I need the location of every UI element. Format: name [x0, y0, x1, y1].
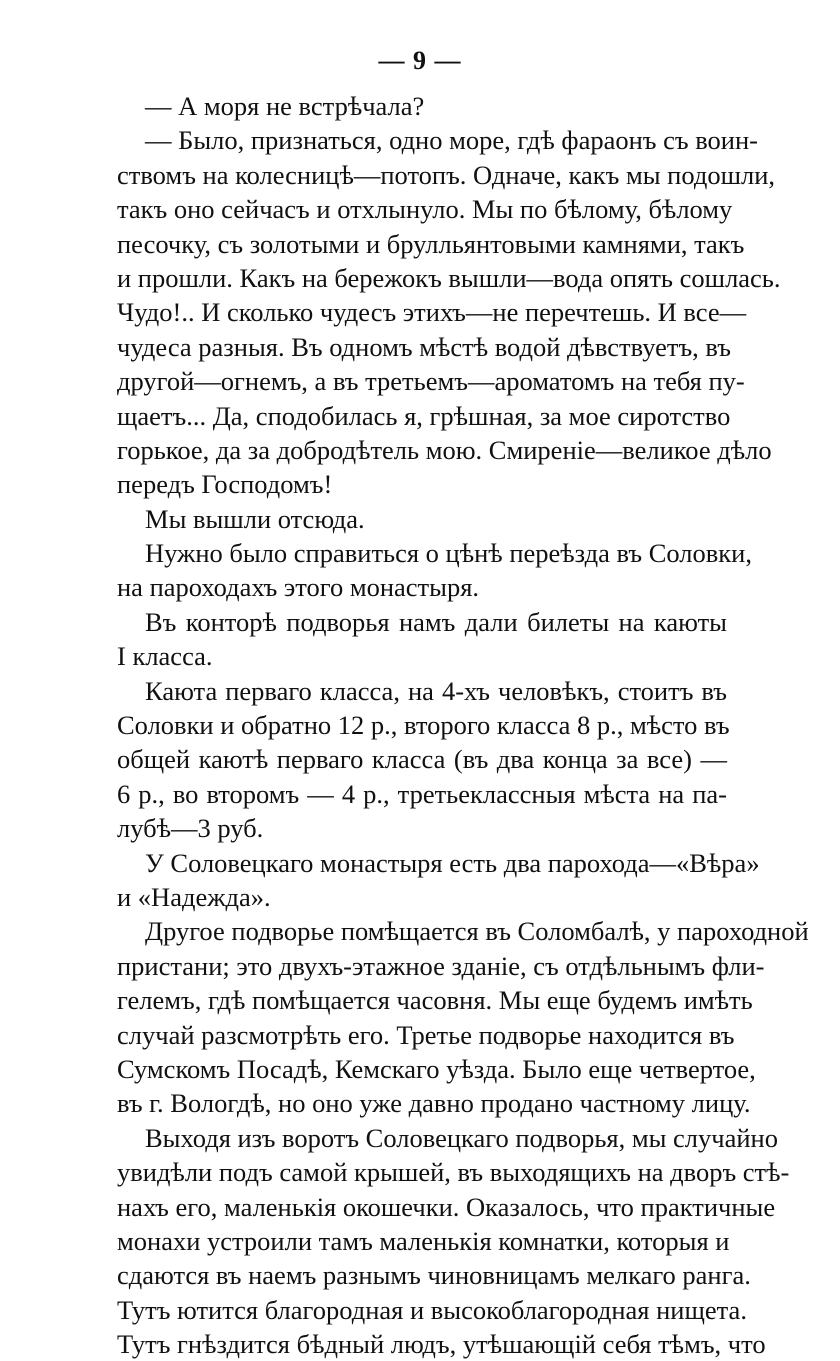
text-line: щаетъ... Да, сподобилась я, грѣшная, за мое сиротство: [117, 400, 731, 431]
text-line: Нужно было справиться о цѣнѣ переѣзда въ Соловки,: [145, 538, 752, 569]
body-text: [117, 89, 809, 1361]
text-line: 6 р., во второмъ — 4 р., третьеклассныя мѣста на па-: [117, 778, 727, 809]
text-line: У Соловецкаго монастыря есть два парохода—«Вѣра»: [145, 847, 760, 878]
text-line: лубѣ—3 руб.: [117, 813, 264, 844]
text-line: Мы вышли отсюда.: [145, 503, 365, 534]
text-line: пристани; это двухъ-этажное зданіе, съ отдѣльнымъ фли-: [117, 950, 765, 981]
text-line: другой—огнемъ, а въ третьемъ—ароматомъ на тебя пу-: [117, 366, 745, 397]
text-line: Въ конторѣ подворья намъ дали билеты на каюты: [145, 606, 727, 637]
text-line: Тутъ ютится благородная и высокоблагородная нищета.: [117, 1294, 747, 1325]
text-line: передъ Господомъ!: [117, 469, 333, 500]
text-line: и прошли. Какъ на бережокъ вышли—вода опять сошлась.: [117, 262, 781, 293]
text-line: чудеса разныя. Въ одномъ мѣстѣ водой дѣвствуетъ, въ: [117, 331, 731, 362]
text-line: ствомъ на колесницѣ—потопъ. Одначе, какъ мы подошли,: [117, 159, 776, 190]
text-line: такъ оно сейчасъ и отхлынуло. Мы по бѣлому, бѣлому: [117, 194, 733, 225]
page-number: — 9 —: [378, 46, 462, 75]
text-line: нахъ его, маленькія окошечки. Оказалось, что практичные: [117, 1191, 776, 1222]
text-line: Каюта перваго класса, на 4-хъ человѣкъ, стоитъ въ: [145, 675, 727, 706]
text-line: песочку, съ золотыми и брулльянтовыми камнями, такъ: [117, 228, 745, 259]
text-line: Сумскомъ Посадѣ, Кемскаго уѣзда. Было еще четвертое,: [117, 1053, 756, 1084]
text-line: горькое, да за добродѣтель мою. Смиреніе—великое дѣло: [117, 434, 772, 465]
text-line: случай разсмотрѣть его. Третье подворье находится въ: [117, 1019, 735, 1050]
text-line: на пароходахъ этого монастыря.: [117, 572, 480, 603]
text-line: сдаются въ наемъ разнымъ чиновницамъ мелкаго ранга.: [117, 1260, 751, 1291]
text-line: — А моря не встрѣчала?: [145, 91, 425, 121]
text-line: общей каютѣ перваго класса (въ два конца за все) —: [117, 744, 727, 775]
text-line: Выходя изъ воротъ Соловецкаго подворья, мы случайно: [145, 1122, 778, 1153]
text-line: Соловки и обратно 12 р., второго класса 8 р., мѣсто въ: [117, 710, 730, 741]
text-line: увидѣли подъ самой крышей, въ выходящихъ на дворъ стѣ-: [117, 1157, 790, 1188]
text-line: — Было, признаться, одно море, гдѣ фараонъ съ воин-: [145, 125, 758, 156]
text-line: монахи устроили тамъ маленькія комнатки, которыя и: [117, 1225, 730, 1256]
text-line: I класса.: [117, 641, 213, 672]
text-line: Тутъ гнѣздится бѣдный людъ, утѣшающій себя тѣмъ, что: [117, 1329, 766, 1360]
text-line: въ г. Вологдѣ, но оно уже давно продано частному лицу.: [117, 1088, 751, 1119]
text-line: Другое подворье помѣщается въ Соломбалѣ, у пароходной: [145, 916, 809, 947]
text-line: Чудо!.. И сколько чудесъ этихъ—не перечтешь. И все—: [117, 297, 747, 328]
text-line: гелемъ, гдѣ помѣщается часовня. Мы еще будемъ имѣть: [117, 985, 753, 1016]
text-line: и «Надежда».: [117, 881, 271, 912]
